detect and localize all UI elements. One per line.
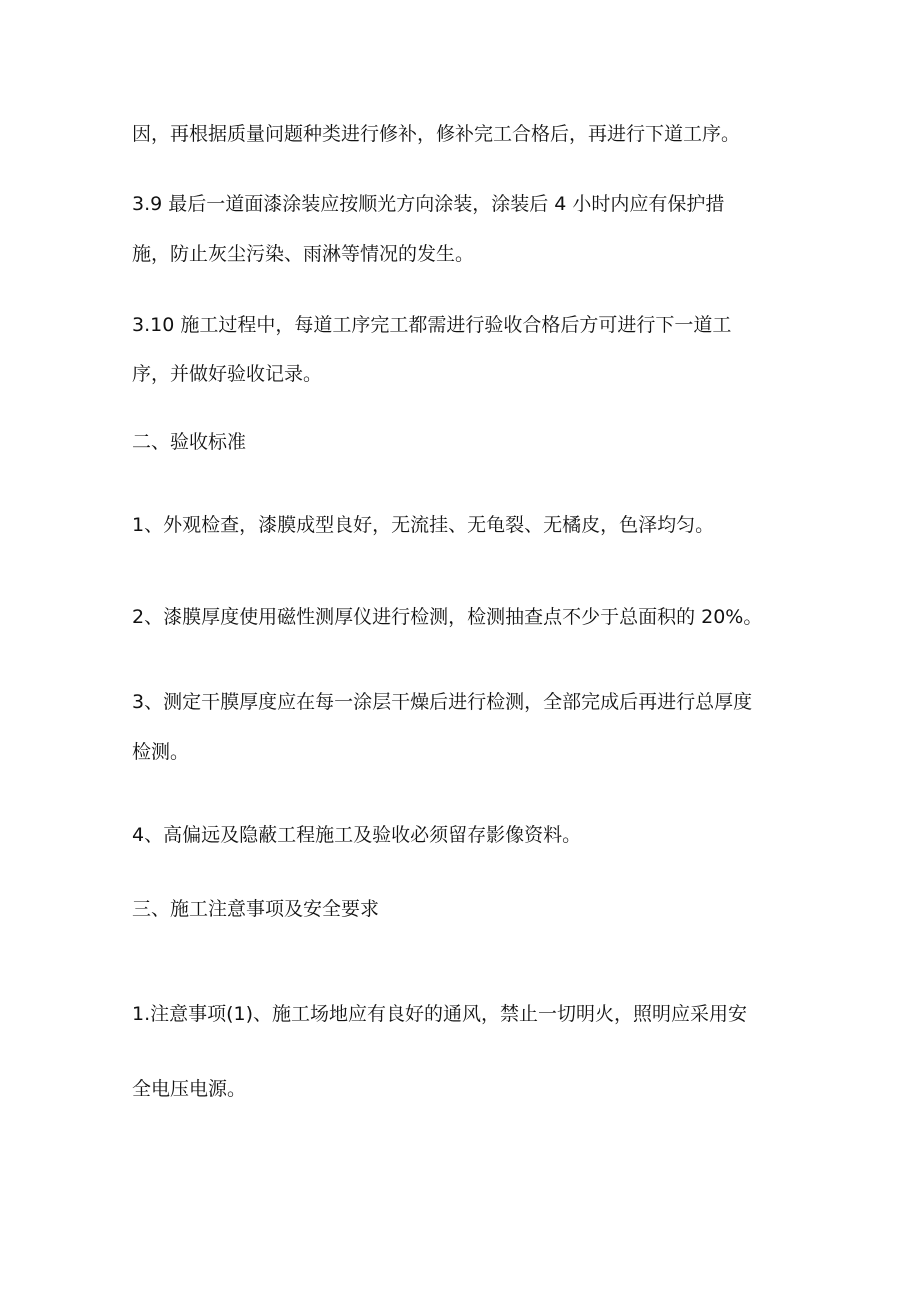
- section-heading-acceptance: 二、验收标准: [132, 431, 247, 453]
- text-line-11: 4、高偏远及隐蔽工程施工及验收必须留存影像资料。: [132, 824, 582, 846]
- text-line-14: 全电压电源。: [132, 1078, 247, 1100]
- text-line-8: 2、漆膜厚度使用磁性测厚仪进行检测，检测抽查点不少于总面积的 20%。: [132, 606, 763, 628]
- text-line-13: 1.注意事项(1)、施工场地应有良好的通风，禁止一切明火，照明应采用安: [132, 1003, 748, 1025]
- text-line-4: 3.10 施工过程中，每道工序完工都需进行验收合格后方可进行下一道工: [132, 314, 732, 336]
- text-line-1: 因，再根据质量问题种类进行修补，修补完工合格后，再进行下道工序。: [132, 123, 741, 145]
- text-line-7: 1、外观检查，漆膜成型良好，无流挂、无龟裂、无橘皮，色泽均匀。: [132, 514, 715, 536]
- text-line-5: 序，并做好验收记录。: [132, 363, 323, 385]
- text-line-2: 3.9 最后一道面漆涂装应按顺光方向涂装，涂装后 4 小时内应有保护措: [132, 193, 725, 215]
- text-line-10: 检测。: [132, 741, 190, 763]
- text-line-9: 3、测定干膜厚度应在每一涂层干燥后进行检测，全部完成后再进行总厚度: [132, 691, 753, 713]
- text-line-3: 施，防止灰尘污染、雨淋等情况的发生。: [132, 243, 475, 265]
- section-heading-safety: 三、施工注意事项及安全要求: [132, 898, 380, 920]
